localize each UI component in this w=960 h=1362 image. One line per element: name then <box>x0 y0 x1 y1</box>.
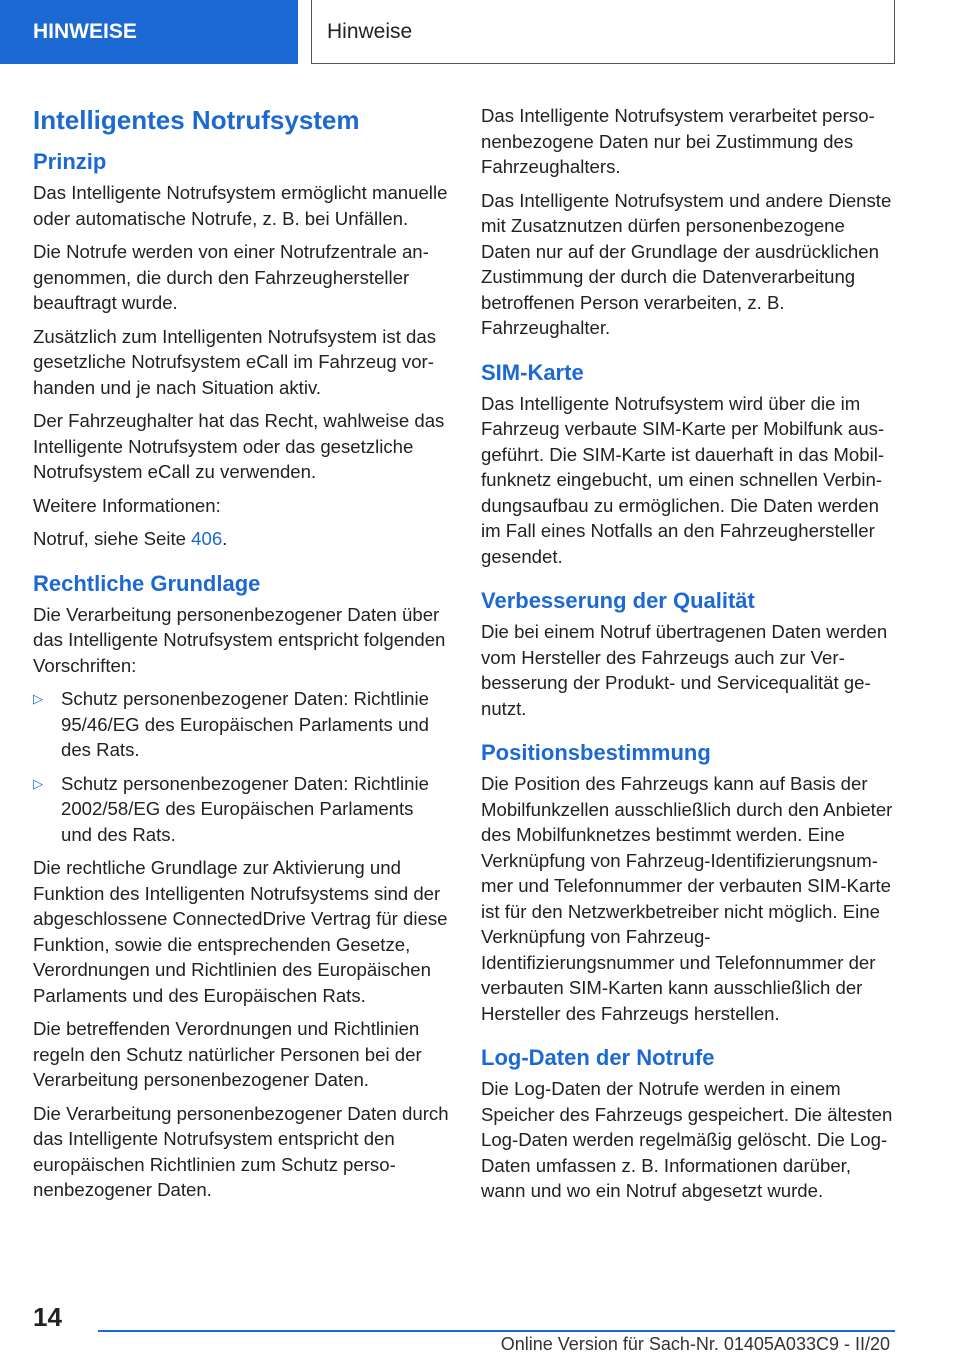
heading-qualitaet: Verbesserung der Qualität <box>481 588 755 613</box>
triangle-bullet-icon: ▷ <box>33 691 43 706</box>
triangle-bullet-icon: ▷ <box>33 775 43 791</box>
paragraph: Das Intelligente Notrufsystem und andere Dienste mit Zusatznutzen dürfen personenbezogene Daten nur auf der Grundlage der ausdrücklichen Zustimmung der durch die Datenverarbeitung betroffenen Person verarbeiten, z. B. Fahrzeughalter. <box>481 189 892 338</box>
crossref-suffix: . <box>222 528 228 549</box>
right-column <box>481 103 897 1212</box>
list-item-text: Schutz personenbezogener Daten: Richtlinie 2002/58/EG des Europäischen Parlaments und des Rats. <box>61 772 429 845</box>
paragraph: Zusätzlich zum Intelligenten Notrufsystem ist das gesetzliche Notrufsystem eCall im Fahrzeug vorhanden und je nach Situation aktiv. <box>33 325 437 398</box>
paragraph: Das Intelligente Notrufsystem verarbeitet personenbezogene Daten nur bei Zustimmung des Fahrzeughalters. <box>481 105 875 177</box>
paragraph-crossref <box>33 526 449 552</box>
footer-divider <box>98 1330 895 1332</box>
heading-log-daten: Log-Daten der Notrufe <box>481 1045 715 1070</box>
paragraph: Die Verarbeitung personenbezogener Daten über das Intelligente Notrufsystem entspricht folgenden Vorschriften: <box>33 603 446 676</box>
section-title: Hinweise <box>311 0 895 64</box>
list-item <box>33 771 449 848</box>
paragraph: Der Fahrzeughalter hat das Recht, wahlweise das Intelligente Notrufsystem oder das gesetzliche Notrufsystem eCall zu verwenden. <box>33 410 445 482</box>
page-title: Intelligentes Notrufsystem <box>33 105 360 135</box>
paragraph: Die Verarbeitung personenbezogener Daten durch das Intelligente Notrufsystem entspricht den europäischen Richtlinien zum Schutz personenbezogener Daten. <box>33 1102 449 1200</box>
paragraph: Die rechtliche Grundlage zur Aktivierung und Funktion des Intelligenten Notrufsystems sind der abgeschlossene ConnectedDrive Vertrag für diese Funktion, sowie die entsprechenden Gesetze, Verordnungen und Richtlinien des Europäischen Parlaments und des Europäischen Rats. <box>33 857 448 1006</box>
page-link[interactable]: 406 <box>191 528 223 549</box>
heading-positionsbestimmung: Positionsbestimmung <box>481 740 711 765</box>
paragraph: Das Intelligente Notrufsystem ermöglicht manuelle oder automatische Notrufe, z. B. bei Unfällen. <box>33 182 448 229</box>
list-item <box>33 686 449 763</box>
heading-rechtliche-grundlage: Rechtliche Grundlage <box>33 570 261 596</box>
bullet-list <box>33 686 449 847</box>
heading-prinzip: Prinzip <box>33 149 107 174</box>
section-tab: HINWEISE <box>0 0 298 64</box>
paragraph: Die Notrufe werden von einer Notrufzentrale angenommen, die durch den Fahrzeughersteller beauftragt wurde. <box>33 241 429 313</box>
paragraph: Die bei einem Notruf übertragenen Daten werden vom Hersteller des Fahrzeugs auch zur Verbesserung der Produkt- und Servicequalität genutzt. <box>481 621 888 719</box>
left-column <box>33 104 449 1211</box>
crossref-text: Notruf, siehe Seite <box>33 528 192 549</box>
paragraph: Die Position des Fahrzeugs kann auf Basis der Mobilfunkzellen ausschließlich durch den Anbieter des Mobilfunknetzes bestimmt werden. Eine Verknüpfung von Fahrzeug-Identifizierungsnummer und Telefonnummer der verbauten SIM-Karte ist für den Netzwerkbetreiber nicht möglich. Eine Verknüpfung von Fahrzeug-Identifizierungsnummer und Telefonnummer der verbauten SIM-Karten kann ausschließlich der Hersteller des Fahrzeugs herstellen. <box>481 773 893 1024</box>
paragraph: Die betreffenden Verordnungen und Richtlinien regeln den Schutz natürlicher Personen bei der Verarbeitung personenbezogener Daten. <box>33 1018 422 1090</box>
paragraph: Die Log-Daten der Notrufe werden in einem Speicher des Fahrzeugs gespeichert. Die ältesten Log-Daten werden regelmäßig gelöscht. Die Log-Daten umfassen z. B. Informationen darüber, wann und wo ein Notruf abgesetzt wurde. <box>481 1078 893 1201</box>
heading-sim-karte: SIM-Karte <box>481 359 584 385</box>
list-item-text: Schutz personenbezogener Daten: Richtlinie 95/46/EG des Europäischen Parlaments und des Rats. <box>61 688 429 760</box>
footer-version-text: Online Version für Sach-Nr. 01405A033C9 - II/20 <box>500 1334 890 1354</box>
page-number: 14 <box>33 1302 62 1332</box>
paragraph: Das Intelligente Notrufsystem wird über die im Fahrzeug verbaute SIM-Karte per Mobilfunk ausgeführt. Die SIM-Karte ist dauerhaft in das Mobilfunknetz eingebucht, um einen schnellen Verbindungsaufbau zu ermöglichen. Die Daten werden im Fall eines Notfalls an den Fahrzeughersteller gesendet. <box>481 392 885 567</box>
paragraph: Weitere Informationen: <box>33 494 221 516</box>
